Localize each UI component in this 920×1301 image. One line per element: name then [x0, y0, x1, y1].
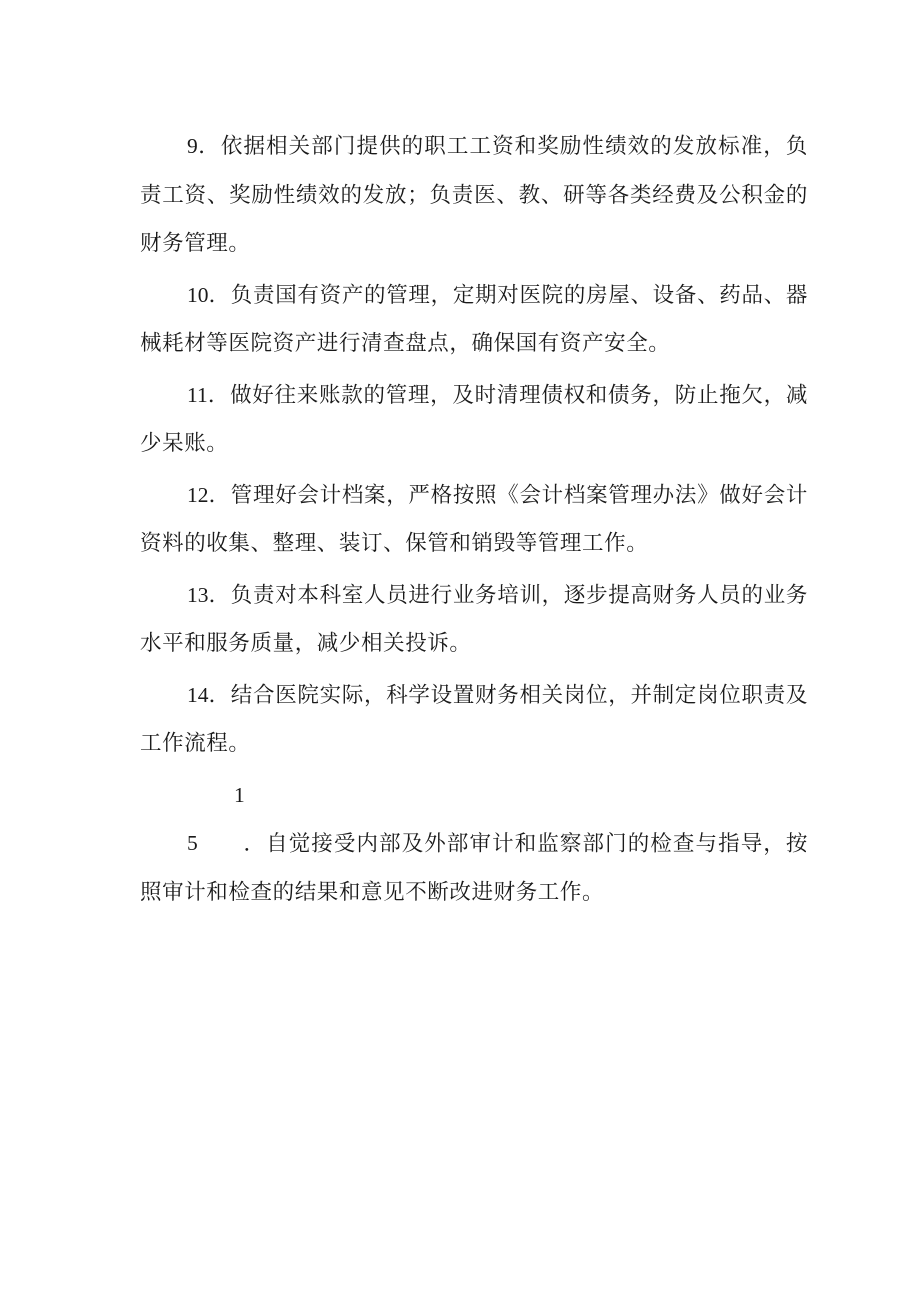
item-text: ．结合医院实际，科学设置财务相关岗位，并制定岗位职责及工作流程。	[140, 682, 808, 756]
item-text: ．负责国有资产的管理，定期对医院的房屋、设备、药品、器械耗材等医院资产进行清查盘点，确保国有资产安全。	[140, 282, 808, 356]
list-item-15	[140, 771, 808, 918]
document-body	[140, 122, 808, 919]
item-text: ．管理好会计档案，严格按照《会计档案管理办法》做好会计资料的收集、整理、装订、保管和销毁等管理工作。	[140, 482, 808, 556]
item-number: 13	[187, 582, 209, 607]
list-item-11	[140, 371, 808, 469]
list-item-12	[140, 471, 808, 569]
list-item-10	[140, 271, 808, 369]
item-number: 12	[187, 482, 209, 507]
item-number: 15	[187, 782, 245, 855]
item-number: 11	[187, 382, 208, 407]
item-text: ．自觉接受内部及外部审计和监察部门的检查与指导，按照审计和检查的结果和意见不断改进财务工作。	[140, 831, 808, 905]
item-text: ．依据相关部门提供的职工工资和奖励性绩效的发放标准，负责工资、奖励性绩效的发放；负责医、教、研等各类经费及公积金的财务管理。	[140, 134, 808, 256]
item-number: 9	[187, 134, 198, 158]
item-text: ．负责对本科室人员进行业务培训，逐步提高财务人员的业务水平和服务质量，减少相关投诉。	[140, 582, 808, 656]
item-text: ．做好往来账款的管理，及时清理债权和债务，防止拖欠，减少呆账。	[140, 382, 808, 456]
list-item-14	[140, 671, 808, 769]
item-number: 14	[187, 682, 209, 707]
list-item-13	[140, 571, 808, 669]
item-number: 10	[187, 282, 209, 307]
list-item-9	[140, 122, 808, 269]
